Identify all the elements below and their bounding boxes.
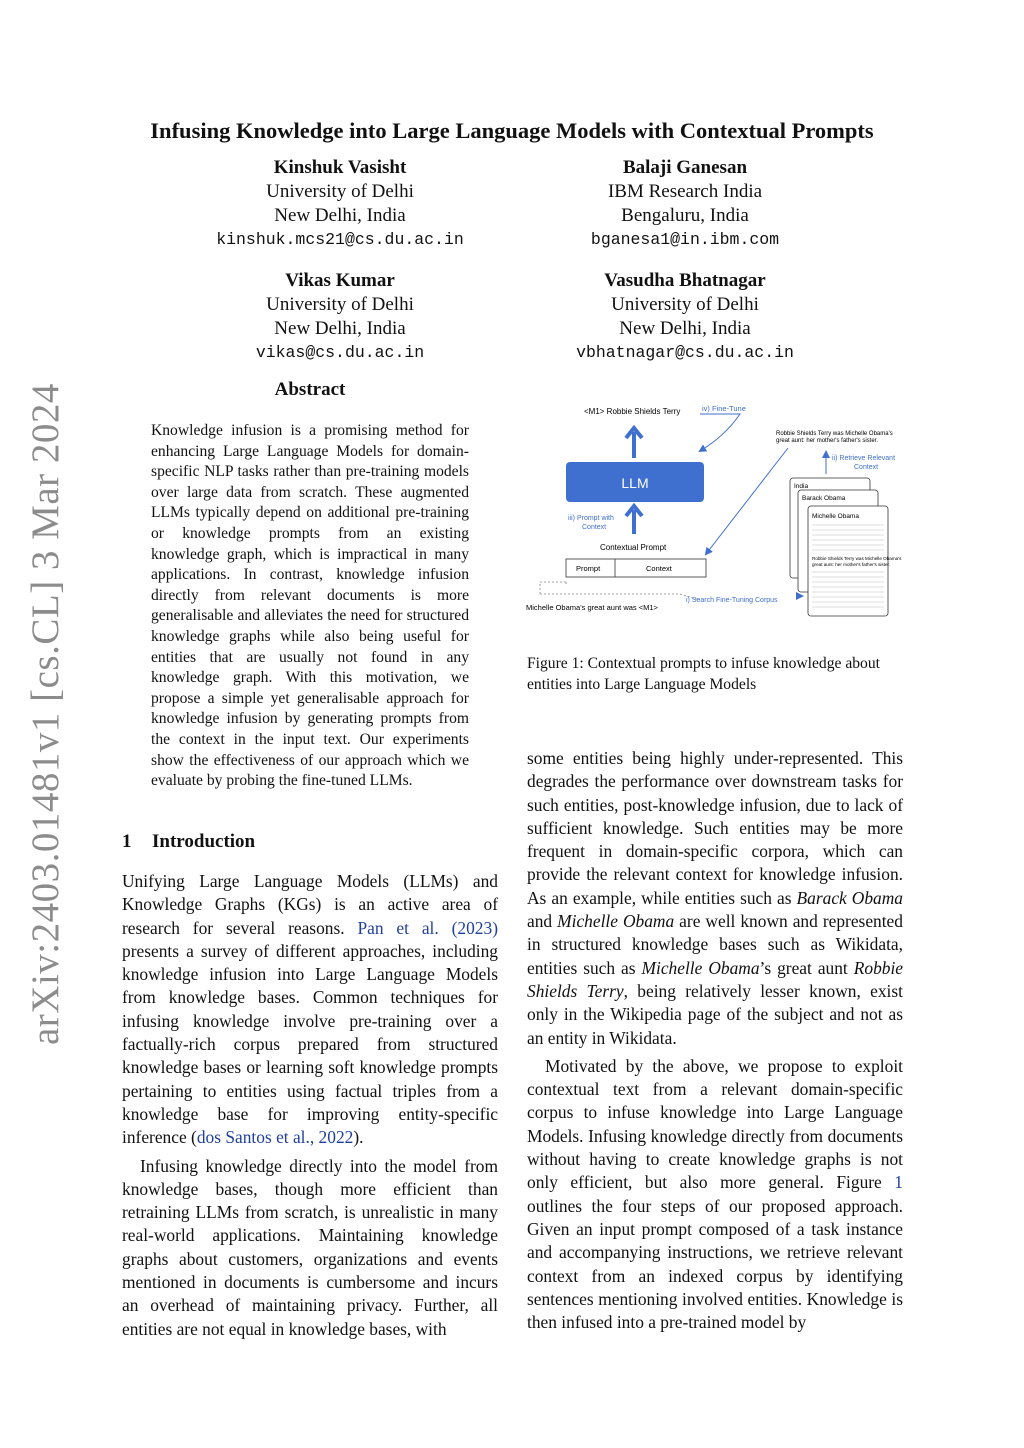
step-ii-label: ii) Retrieve Relevant	[832, 455, 896, 462]
author-affiliation: University of Delhi	[266, 181, 414, 202]
italic-entity: Michelle Obama	[557, 911, 675, 932]
author-email[interactable]: vikas@cs.du.ac.in	[255, 343, 425, 362]
step-ii-label-2: Context	[854, 464, 879, 471]
doc-title: India	[794, 483, 809, 490]
section-heading	[122, 831, 255, 853]
author-name: Vasudha Bhatnagar	[604, 270, 766, 291]
text-run: some entities being highly under-represented. This degrades the performance over downstream tasks for such entities, post-knowledge infusion, due to lack of sufficient knowledge. Such entities may be more frequent in domain-specific corpora, which can provide the relevant context for knowledge infusion. As an example, while entities such as	[527, 748, 903, 908]
right-column	[527, 747, 903, 1334]
italic-entity: Michelle Obama	[641, 957, 760, 978]
author-location: New Delhi, India	[274, 205, 406, 226]
author-email[interactable]: vbhatnagar@cs.du.ac.in	[576, 343, 794, 362]
contextual-prompt-label: Contextual Prompt	[600, 543, 667, 552]
retrieved-text-2: great aunt: her mother's father's sister.	[776, 438, 879, 444]
author-location: New Delhi, India	[274, 318, 406, 339]
text-run: and	[527, 911, 558, 932]
citation-link[interactable]: dos Santos et al., 2022	[196, 1127, 354, 1148]
paragraph	[527, 1055, 903, 1335]
abstract-heading: Abstract	[274, 379, 346, 400]
author-name: Balaji Ganesan	[622, 157, 748, 178]
author-block	[555, 156, 815, 252]
text-run: Unifying Large Language Models (LLMs) and Knowledge Graphs (KGs) is an active area of research for several reasons.	[122, 871, 498, 938]
text-run: ).	[353, 1127, 364, 1148]
paragraph	[122, 870, 498, 1150]
citation-link[interactable]: Pan et al. (2023)	[357, 917, 498, 938]
prompt-label: Prompt	[576, 564, 601, 573]
author-name: Vikas Kumar	[285, 270, 395, 291]
author-affiliation: IBM Research India	[607, 181, 763, 202]
figure-1-diagram	[520, 396, 910, 631]
author-location: New Delhi, India	[619, 318, 751, 339]
text-run: presents a survey of different approaches, including knowledge infusion into Large Language Models from knowledge bases. Common techniques for infusing knowledge involve pre-training over a factually-rich corpus prepared from structured knowledge bases or learning soft knowledge prompts pertaining to entities using factual triples from a knowledge base for improving entity-specific inference (	[122, 940, 498, 1148]
figure-ref-link[interactable]: 1	[894, 1172, 903, 1193]
doc-title: Barack Obama	[802, 495, 846, 502]
step-iii-label-2: Context	[582, 524, 607, 531]
italic-entity: Barack Obama	[796, 887, 903, 908]
doc-snippet: Robbie Shields Terry was Michelle Obama's	[812, 556, 902, 561]
step-i-label: i) Search Fine-Tuning Corpus	[686, 597, 778, 604]
text-run: outlines the four steps of our proposed approach. Given an input prompt composed of a task instance and accompanying instructions, we retrieve relevant context from an indexed corpus by identifying sentences mentioning involved entities. Knowledge is then infused into a pre-trained model by	[527, 1195, 903, 1333]
paragraph	[527, 747, 903, 1050]
text-run: , being relatively lesser known, exist only in the Wikipedia page of the subject and not as an entity in Wikidata.	[527, 980, 903, 1048]
up-arrow	[626, 428, 642, 458]
arxiv-stamp: arXiv:2403.01481v1 [cs.CL] 3 Mar 2024	[24, 383, 67, 1045]
author-name: Kinshuk Vasisht	[273, 157, 407, 178]
author-email[interactable]: bganesa1@in.ibm.com	[590, 230, 780, 249]
context-arrow	[706, 448, 788, 554]
author-block	[215, 156, 465, 252]
section-title: Introduction	[152, 831, 256, 852]
retrieved-text: Robbie Shields Terry was Michelle Obama's	[776, 431, 893, 437]
author-location: Bengaluru, India	[621, 205, 749, 226]
italic-entity: Robbie Shields Terry	[527, 957, 904, 1001]
paper-title: Infusing Knowledge into Large Language Models with Contextual Prompts	[150, 118, 874, 143]
author-block	[215, 269, 465, 365]
step-iii-label: iii) Prompt with	[568, 515, 614, 522]
context-label: Context	[646, 564, 672, 573]
text-run: Motivated by the above, we propose to exploit contextual text from a relevant domain-specific corpus to infuse knowledge into Large Language Models. Infusing knowledge directly from documents without having to create knowledge graphs is not only efficient, but also more general. Figure	[527, 1055, 903, 1193]
left-column	[122, 870, 498, 1341]
doc-snippet-2: great aunt: her mother's father's sister.	[812, 562, 891, 567]
author-block	[555, 269, 815, 365]
step-iv-label: iv) Fine-Tune	[702, 404, 746, 413]
up-arrow	[626, 506, 642, 534]
section-number: 1	[122, 831, 132, 852]
text-run: are well known and represented in structured knowledge bases such as Wikidata, entities such as	[527, 911, 903, 978]
fine-tune-arrow	[700, 414, 740, 451]
author-email[interactable]: kinshuk.mcs21@cs.du.ac.in	[216, 230, 464, 249]
author-affiliation: University of Delhi	[611, 294, 759, 315]
doc-card	[808, 506, 891, 616]
doc-title: Michelle Obama	[812, 513, 859, 520]
abstract-text: Knowledge infusion is a promising method for enhancing Large Language Models for domain-specific NLP tasks rather than pre-training models over large data from scratch. These augmented LLMs typically depend on additional pre-training or knowledge prompts from an existing knowledge graph, which is impractical in many applications. In contrast, knowledge infusion directly from relevant documents is more generalisable and alleviates the need for structured knowledge graphs while also being useful for entities that are usually not found in any knowledge graph. With this motivation, we propose a simple yet generalisable approach for knowledge infusion by generating prompts from the context in the input text. Our experiments show the effectiveness of our approach which we evaluate by probing the fine-tuned LLMs.	[151, 422, 469, 790]
paragraph: Infusing knowledge directly into the model from knowledge bases, though more efficient than retraining LLMs from scratch, is unrealistic in many real-world applications. Maintaining knowledge graphs about customers, organizations and events mentioned in documents is cumbersome and incurs an overhead of maintaining privacy. Further, all entities are not equal in knowledge bases, with	[122, 1155, 498, 1339]
output-label: <M1> Robbie Shields Terry	[584, 407, 681, 416]
author-affiliation: University of Delhi	[266, 294, 414, 315]
figure-caption: Figure 1: Contextual prompts to infuse knowledge about entities into Large Language Models	[527, 655, 880, 693]
input-prompt-label: Michelle Obama's great aunt was <M1>	[526, 603, 658, 612]
text-run: ’s great aunt	[759, 957, 854, 978]
llm-label: LLM	[621, 475, 649, 491]
